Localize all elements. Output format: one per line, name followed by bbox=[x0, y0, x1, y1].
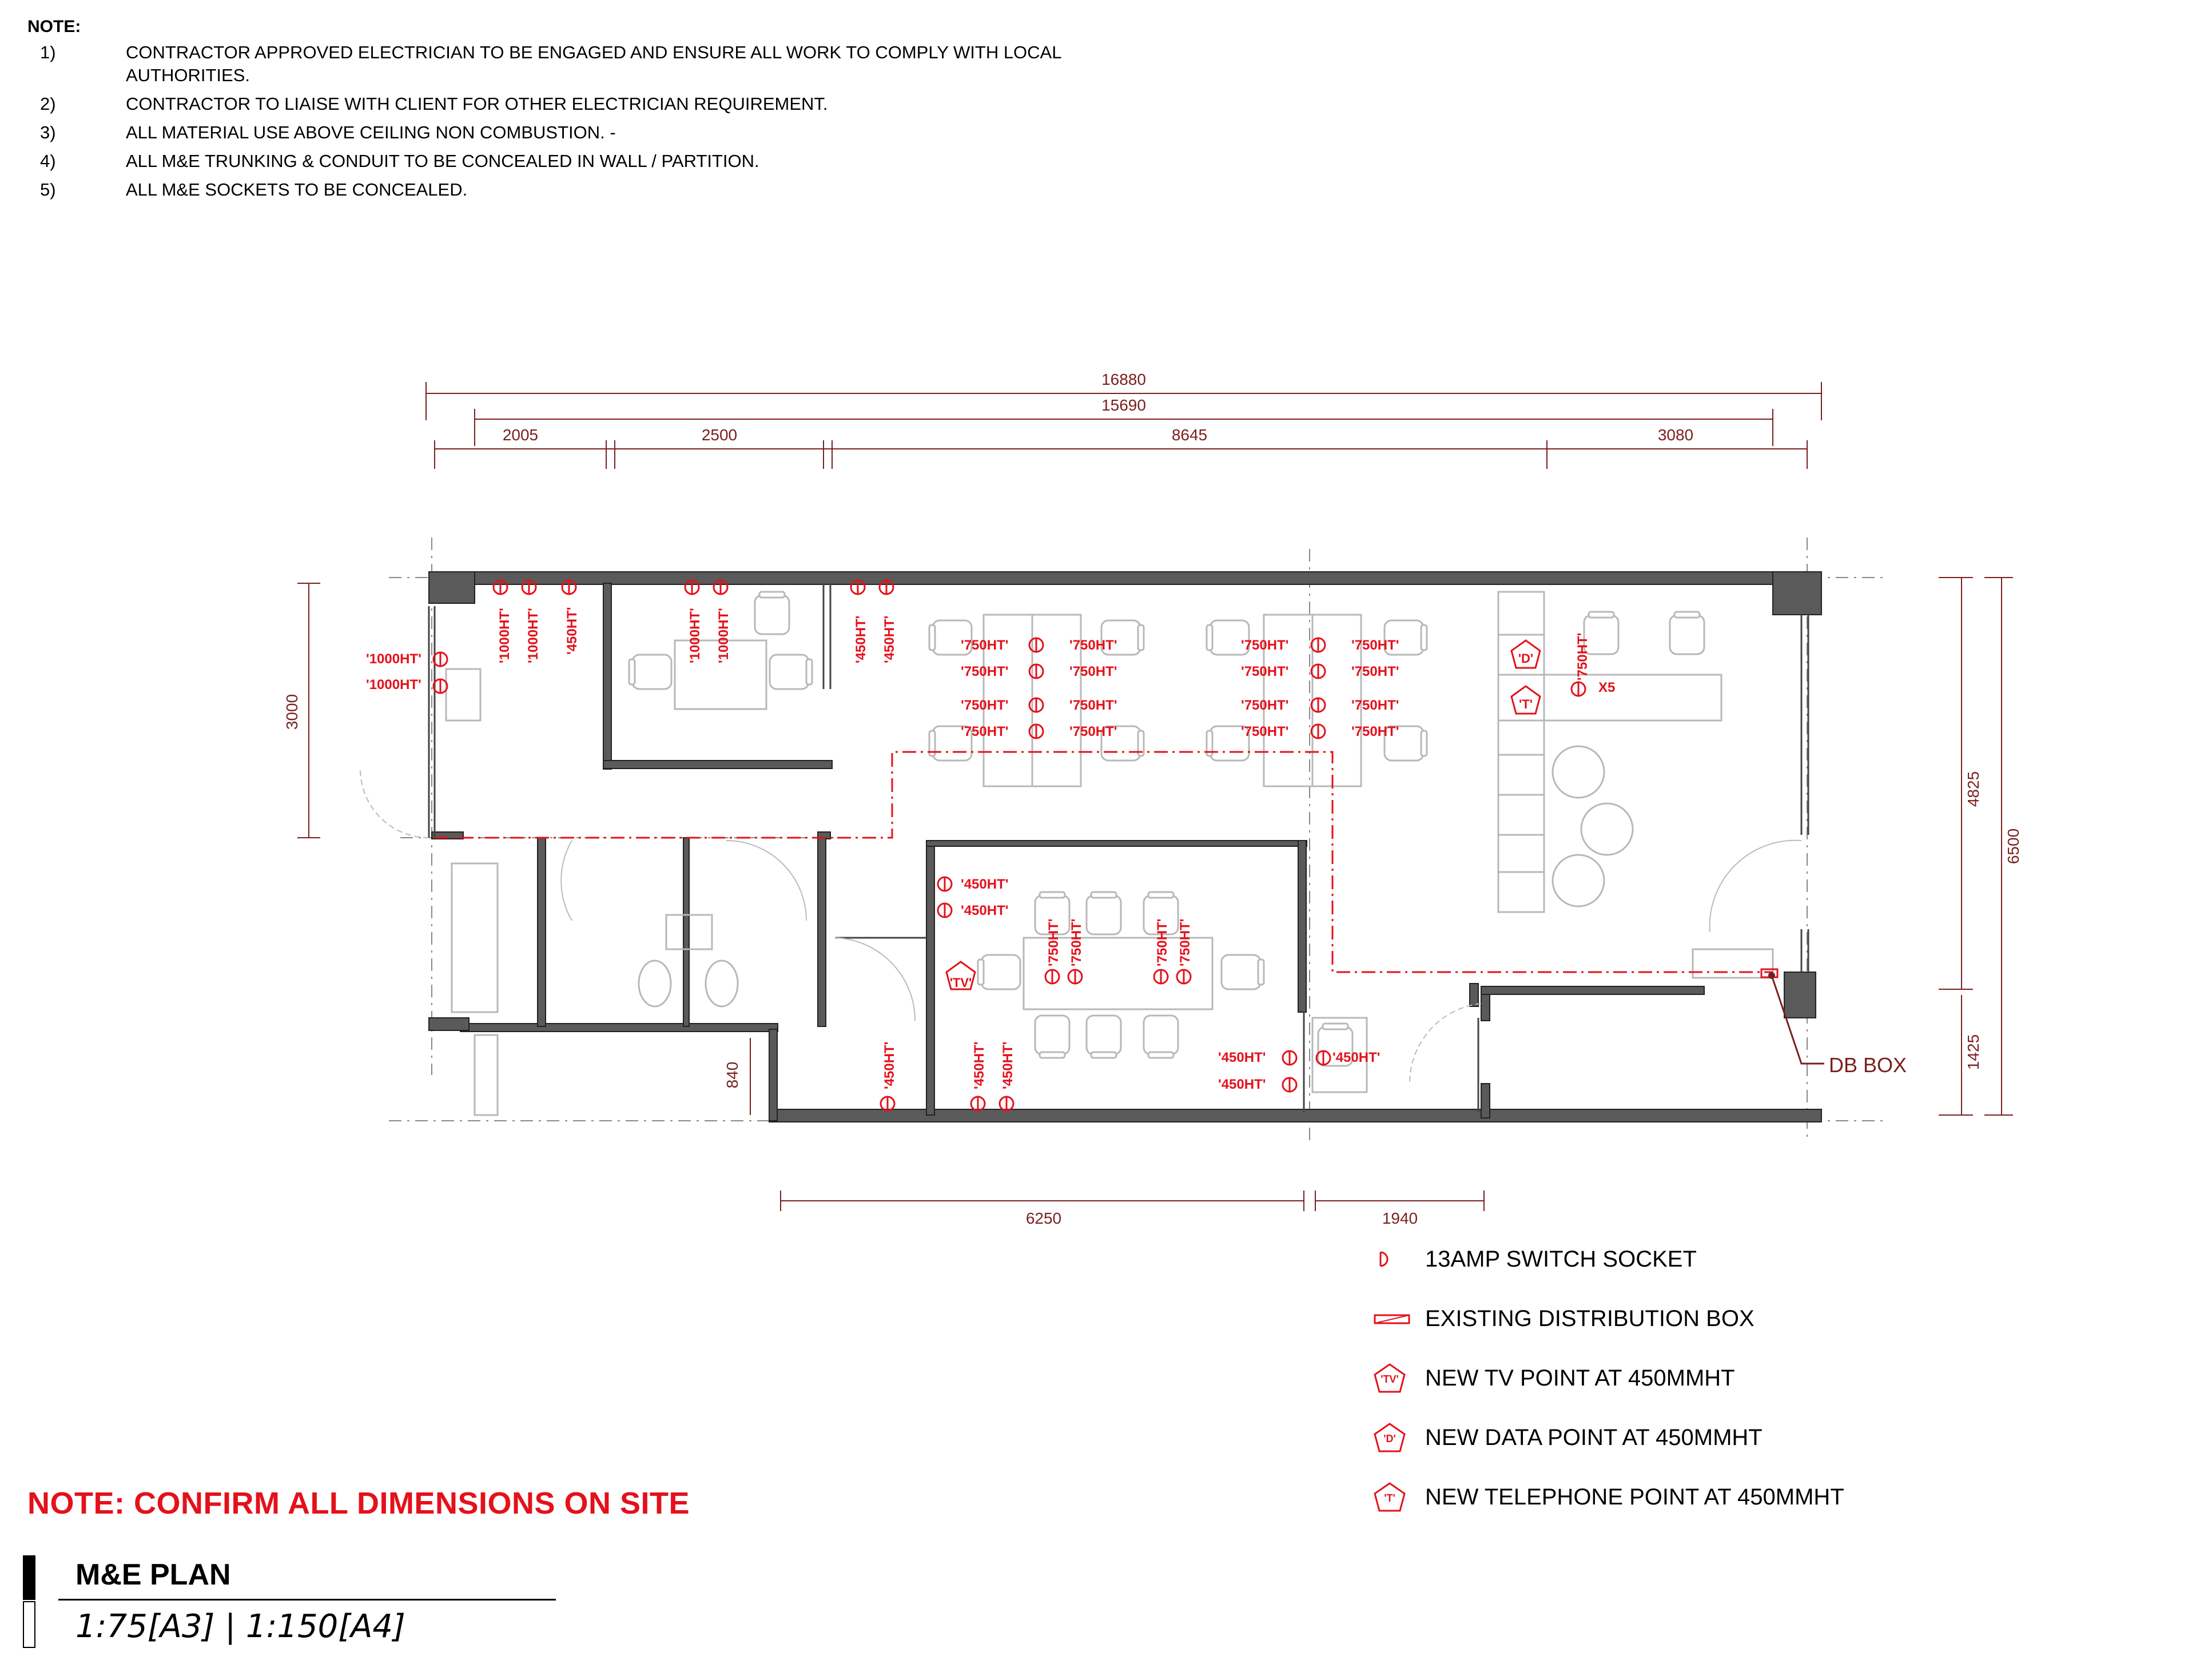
note-text: CONTRACTOR APPROVED ELECTRICIAN TO BE ENGAGED AND ENSURE ALL WORK TO COMPLY WITH LOCAL bbox=[126, 42, 1062, 62]
legend-item bbox=[1372, 1229, 2116, 1289]
ht-label: '750HT' bbox=[1069, 918, 1084, 966]
dim-bottom1: 6250 bbox=[1025, 1209, 1062, 1227]
dimension-top bbox=[426, 382, 1821, 469]
legend-item bbox=[1372, 1289, 2116, 1348]
legend-label: 13AMP SWITCH SOCKET bbox=[1425, 1246, 1697, 1272]
ht-label: '1000HT' bbox=[366, 651, 421, 667]
title-block bbox=[23, 1555, 538, 1647]
dim-seg3: 8645 bbox=[1171, 426, 1208, 444]
legend bbox=[1372, 1229, 2116, 1527]
legend-label: NEW DATA POINT AT 450MMHT bbox=[1425, 1424, 1763, 1450]
ht-label: '750HT' bbox=[1351, 664, 1399, 679]
dim-right-overall: 6500 bbox=[2004, 828, 2022, 865]
ht-label: '450HT' bbox=[972, 1041, 987, 1089]
socket-labels bbox=[366, 607, 1615, 1092]
db-route bbox=[435, 752, 1773, 972]
dim-right-lower: 1425 bbox=[1964, 1034, 1982, 1070]
ht-label: '750HT' bbox=[1351, 724, 1399, 739]
ht-label: '750HT' bbox=[1241, 638, 1289, 653]
dim-seg2: 2500 bbox=[701, 426, 738, 444]
ht-label: '750HT' bbox=[1241, 664, 1289, 679]
svg-text:'D': 'D' bbox=[1383, 1433, 1396, 1444]
ht-label: '750HT' bbox=[1155, 918, 1170, 966]
legend-item bbox=[1372, 1348, 2116, 1408]
ht-label: '750HT' bbox=[961, 638, 1009, 653]
ht-label: '1000HT' bbox=[687, 608, 703, 663]
dim-left-height: 3000 bbox=[283, 694, 301, 730]
ht-label: '750HT' bbox=[1241, 698, 1289, 713]
dim-bottom2: 1940 bbox=[1382, 1209, 1418, 1227]
dim-seg1: 2005 bbox=[502, 426, 539, 444]
ht-label: '450HT' bbox=[853, 615, 869, 663]
note-number: 4) bbox=[40, 151, 56, 171]
ht-label: '1000HT' bbox=[497, 608, 512, 663]
note-text: CONTRACTOR TO LIAISE WITH CLIENT FOR OTHER ELECTRICIAN REQUIREMENT. bbox=[126, 94, 828, 114]
svg-text:'T': 'T' bbox=[1384, 1492, 1395, 1504]
note-text: ALL M&E SOCKETS TO BE CONCEALED. bbox=[126, 180, 468, 200]
ht-label: '450HT' bbox=[1332, 1050, 1381, 1065]
plan-scale: 1:75[A3] | 1:150[A4] bbox=[75, 1608, 405, 1645]
ht-label: '750HT' bbox=[1241, 724, 1289, 739]
t-label: 'T' bbox=[1519, 697, 1533, 711]
legend-label: NEW TELEPHONE POINT AT 450MMHT bbox=[1425, 1484, 1844, 1510]
title-bar-marker bbox=[23, 1555, 35, 1600]
note-text-continued: AUTHORITIES. bbox=[126, 65, 250, 85]
note-number: 2) bbox=[40, 94, 56, 114]
note-number: 1) bbox=[40, 42, 56, 62]
legend-item bbox=[1372, 1408, 2116, 1467]
plan-title: M&E PLAN bbox=[75, 1558, 231, 1591]
ht-label: '750HT' bbox=[961, 724, 1009, 739]
x5-label: X5 bbox=[1598, 680, 1616, 695]
ht-label: '750HT' bbox=[1069, 638, 1117, 653]
ht-label: '750HT' bbox=[1351, 698, 1399, 713]
ht-label: '450HT' bbox=[961, 877, 1009, 892]
ht-label: '1000HT' bbox=[716, 608, 731, 663]
note-number: 3) bbox=[40, 122, 56, 142]
ht-label: '750HT' bbox=[1069, 698, 1117, 713]
ht-label: '750HT' bbox=[961, 698, 1009, 713]
note-text: ALL MATERIAL USE ABOVE CEILING NON COMBUSTION. - bbox=[126, 122, 616, 142]
d-label: 'D' bbox=[1518, 651, 1534, 666]
title-rule bbox=[58, 1599, 556, 1601]
ht-label: '750HT' bbox=[1177, 918, 1193, 966]
ht-label: '750HT' bbox=[1069, 724, 1117, 739]
tv-label: 'TV' bbox=[949, 976, 972, 990]
dim-right-upper: 4825 bbox=[1964, 771, 1982, 807]
ht-label: '450HT' bbox=[1218, 1050, 1266, 1065]
note-text: ALL M&E TRUNKING & CONDUIT TO BE CONCEALED IN WALL / PARTITION. bbox=[126, 151, 759, 171]
ht-label: '450HT' bbox=[1000, 1041, 1016, 1089]
legend-label: NEW TV POINT AT 450MMHT bbox=[1425, 1365, 1735, 1391]
notes-heading: NOTE: bbox=[27, 17, 81, 36]
legend-label: EXISTING DISTRIBUTION BOX bbox=[1425, 1305, 1755, 1331]
ht-label: '450HT' bbox=[564, 607, 580, 655]
svg-text:'TV': 'TV' bbox=[1381, 1374, 1399, 1385]
dim-inner: 15690 bbox=[1101, 396, 1146, 414]
ht-label: '750HT' bbox=[1069, 664, 1117, 679]
ht-label: '750HT' bbox=[1351, 638, 1399, 653]
ht-label: '450HT' bbox=[882, 1041, 897, 1089]
ht-label: '1000HT' bbox=[526, 608, 541, 663]
ht-label: '450HT' bbox=[882, 615, 897, 663]
distribution-box-icon bbox=[1372, 1301, 1425, 1336]
tv-point-icon bbox=[1372, 1361, 1425, 1395]
ht-label: '450HT' bbox=[961, 903, 1009, 918]
ht-label: '750HT' bbox=[1575, 632, 1590, 680]
title-bar-marker bbox=[23, 1601, 35, 1648]
data-point-icon bbox=[1372, 1420, 1425, 1455]
ht-label: '450HT' bbox=[1218, 1077, 1266, 1092]
dim-seg4: 3080 bbox=[1657, 426, 1694, 444]
ht-label: '750HT' bbox=[1046, 918, 1061, 966]
dim-overall: 16880 bbox=[1101, 371, 1146, 388]
site-note: NOTE: CONFIRM ALL DIMENSIONS ON SITE bbox=[27, 1486, 690, 1520]
ht-label: '750HT' bbox=[961, 664, 1009, 679]
note-number: 5) bbox=[40, 180, 56, 200]
dim-step: 840 bbox=[723, 1061, 741, 1089]
ht-label: '1000HT' bbox=[366, 677, 421, 692]
socket-icon bbox=[1372, 1242, 1425, 1276]
telephone-point-icon bbox=[1372, 1480, 1425, 1514]
legend-item bbox=[1372, 1467, 2116, 1527]
db-box-label: DB BOX bbox=[1829, 1053, 1907, 1077]
